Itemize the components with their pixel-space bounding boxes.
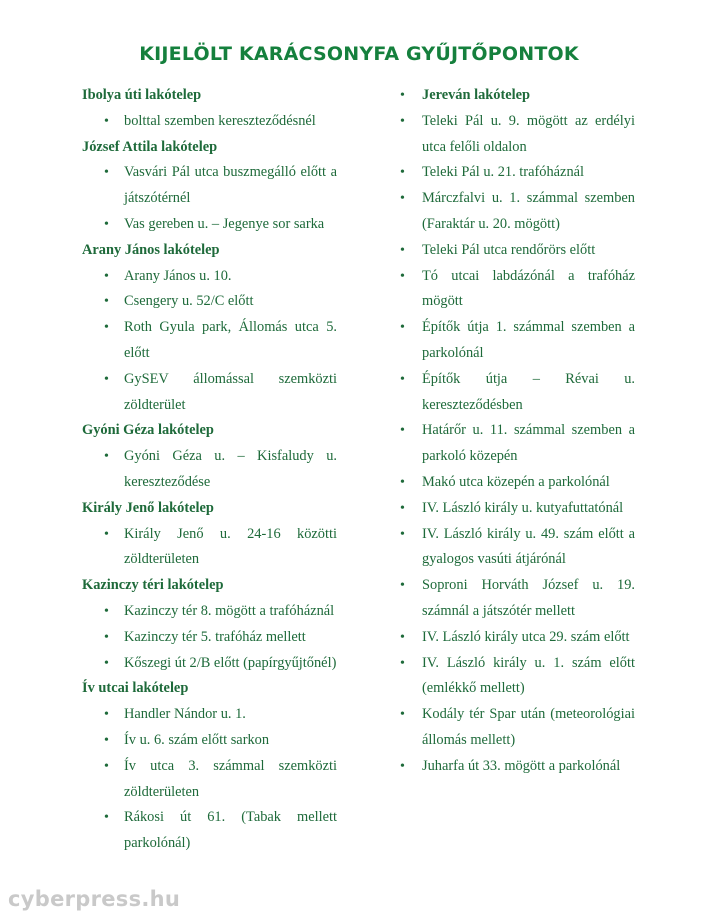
list-item: • Kodály tér Spar után (meteorológiai állomás mellett) xyxy=(397,702,635,754)
list-item: • Rákosi út 61. (Tabak mellett parkolónál) xyxy=(82,805,337,857)
group-title: • Jereván lakótelep xyxy=(422,87,531,103)
location-list xyxy=(82,702,337,857)
list-item: • bolttal szemben kereszteződésnél xyxy=(82,109,337,135)
list-item: • GySEV állomással szemközti zöldterület xyxy=(82,367,337,419)
group-ibolya xyxy=(82,83,337,135)
location-list xyxy=(397,83,635,780)
location-list xyxy=(82,160,337,237)
group-kiraly-jeno xyxy=(82,496,337,573)
list-item: • Ív utca 3. számmal szemközti zöldterületen xyxy=(82,754,337,806)
left-column xyxy=(82,83,337,857)
list-item: • Ív u. 6. szám előtt sarkon xyxy=(82,728,337,754)
list-item: • Handler Nándor u. 1. xyxy=(82,702,337,728)
group-kazinczy xyxy=(82,573,337,676)
list-item: • Határőr u. 11. számmal szemben a parkoló közepén xyxy=(397,418,635,470)
list-item: • Makó utca közepén a parkolónál xyxy=(397,470,635,496)
list-item: • Király Jenő u. 24-16 közötti zöldterületen xyxy=(82,522,337,574)
list-item: • Teleki Pál u. 9. mögött az erdélyi utca felőli oldalon xyxy=(397,109,635,161)
list-item: • Kazinczy tér 8. mögött a trafóháznál xyxy=(82,599,337,625)
list-item: • Arany János u. 10. xyxy=(82,264,337,290)
list-item: • Tó utcai labdázónál a trafóház mögött xyxy=(397,264,635,316)
group-title: Gyóni Géza lakótelep xyxy=(82,422,214,439)
list-item: • Márczfalvi u. 1. számmal szemben (Faraktár u. 20. mögött) xyxy=(397,186,635,238)
group-iv-utca xyxy=(82,676,337,857)
right-column xyxy=(397,83,635,780)
location-list xyxy=(82,109,337,135)
group-title: Ibolya úti lakótelep xyxy=(82,87,202,103)
list-item: • Csengery u. 52/C előtt xyxy=(82,289,337,315)
location-list xyxy=(82,444,337,496)
list-item: • Teleki Pál utca rendőrörs előtt xyxy=(397,238,635,264)
group-title: József Attila lakótelep xyxy=(82,138,218,155)
list-item: • Juharfa út 33. mögött a parkolónál xyxy=(397,754,635,780)
list-heading-item xyxy=(397,83,635,109)
location-list xyxy=(82,264,337,419)
list-item: • IV. László király u. 49. szám előtt a gyalogos vasúti átjárónál xyxy=(397,522,635,574)
list-item: • Teleki Pál u. 21. trafóháznál xyxy=(397,160,635,186)
watermark: cyberpress.hu xyxy=(8,887,181,911)
list-item: • Építők útja – Révai u. kereszteződésben xyxy=(397,367,635,419)
group-title: Arany János lakótelep xyxy=(82,241,220,258)
list-item: • IV. László király u. 1. szám előtt (emlékkő mellett) xyxy=(397,651,635,703)
list-item: • Kazinczy tér 5. trafóház mellett xyxy=(82,625,337,651)
list-item: • Vasvári Pál utca buszmegálló előtt a játszótérnél xyxy=(82,160,337,212)
list-item: • Gyóni Géza u. – Kisfaludy u. kereszteződése xyxy=(82,444,337,496)
list-item: • Soproni Horváth József u. 19. számnál a játszótér mellett xyxy=(397,573,635,625)
list-item: • IV. László király utca 29. szám előtt xyxy=(397,625,635,651)
location-list xyxy=(82,522,337,574)
group-title: Ív utcai lakótelep xyxy=(82,680,189,697)
location-list xyxy=(82,599,337,676)
list-item: • Kőszegi út 2/B előtt (papírgyűjtőnél) xyxy=(82,651,337,677)
list-item: • Vas gereben u. – Jegenye sor sarka xyxy=(82,212,337,238)
group-gyoni-geza xyxy=(82,418,337,495)
list-item: • Roth Gyula park, Állomás utca 5. előtt xyxy=(82,315,337,367)
group-arany-janos xyxy=(82,238,337,419)
list-item: • IV. László király u. kutyafuttatónál xyxy=(397,496,635,522)
group-jozsef-attila xyxy=(82,135,337,238)
group-title: Kazinczy téri lakótelep xyxy=(82,577,224,594)
group-title: Király Jenő lakótelep xyxy=(82,499,214,516)
page-title: KIJELÖLT KARÁCSONYFA GYŰJTŐPONTOK xyxy=(139,43,579,65)
list-item: • Építők útja 1. számmal szemben a parkolónál xyxy=(397,315,635,367)
